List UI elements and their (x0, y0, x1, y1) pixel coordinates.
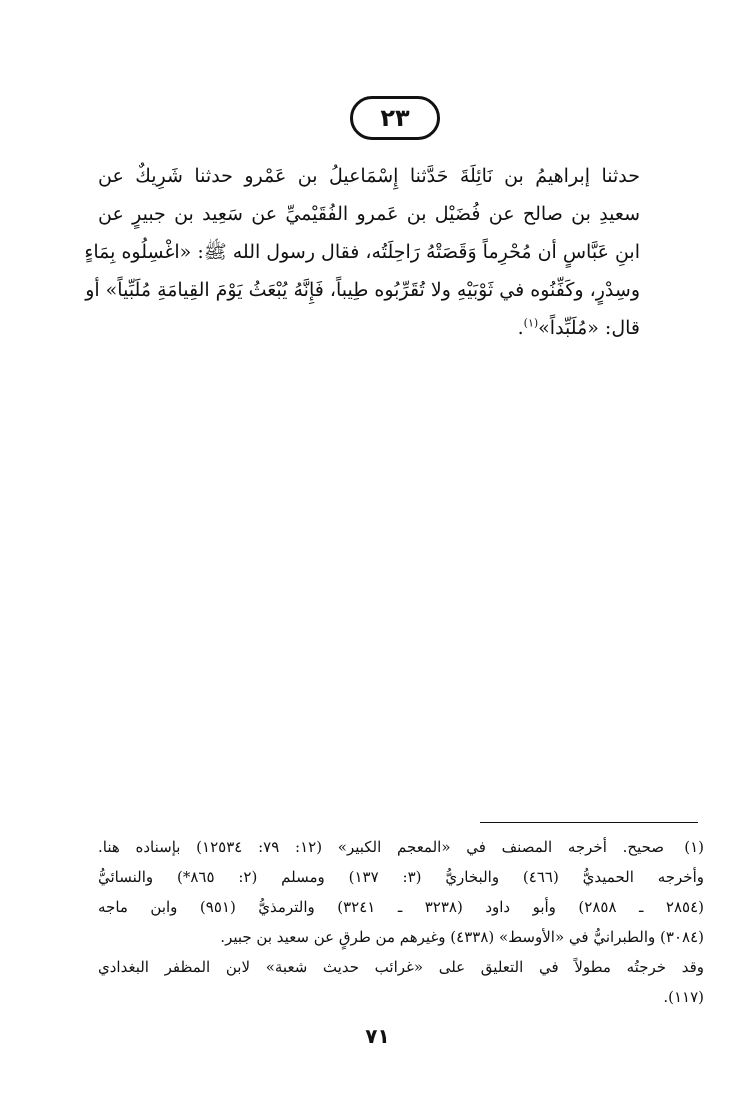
footnote-line: وأخرجه الحميديُّ (٤٦٦) والبخاريُّ (٣: ١٣٧) ومسلم (٢: ٨٦٥*) والنسائيُّ (98, 868, 704, 886)
footnote-item (98, 832, 704, 862)
hadith-text (84, 157, 640, 347)
footnote-line: (١١٧). (663, 988, 704, 1006)
hadith-number-badge (350, 96, 440, 140)
footnote-reference: (١) (523, 316, 539, 330)
hadith-line: ابنِ عَبَّاسٍ أن مُحْرِماً وَقَصَتْهُ رَاحِلَتُه، فقال رسول الله ﷺ: «اغْسِلُوه بِمَاءٍ (84, 241, 640, 263)
footnote-line: (٢٨٥٤ ـ ٢٨٥٨) وأبو داود (٣٢٣٨ ـ ٣٢٤١) والترمذيُّ (٩٥١) وابن ماجه (98, 898, 705, 916)
footnote-text (98, 862, 704, 1012)
hadith-line: وسِدْرٍ، وكَفِّنُوه في ثَوْبَيْهِ ولا تُقَرِّبُوه طِيباً، فَإِنَّهُ يُبْعَثُ يَوْمَ القِيامَةِ مُلَبِّياً» أو (85, 279, 640, 301)
footnote-divider (480, 822, 698, 823)
footnote-text (98, 832, 664, 862)
hadith-number: ٢٣ (380, 104, 410, 132)
hadith-end-punctuation: . (517, 317, 524, 339)
hadith-line: سعيدِ بن صالح عن فُضَيْل بن عَمرو الفُقَيْميِّ عن سَعِيد بن جبيرٍ عن (98, 203, 640, 225)
footnote-line: صحيح. أخرجه المصنف في «المعجم الكبير» (١٢: ٧٩: ١٢٥٣٤) بإسناده هنا. (98, 838, 665, 856)
footnote-line: (٣٠٨٤) والطبرانيُّ في «الأوسط» (٤٣٣٨) وغيرهم من طرقٍ عن سعيد بن جبير. (220, 928, 704, 946)
footnote-continuation (98, 862, 704, 1012)
hadith-line: حدثنا إبراهيمُ بن نَائِلَةَ حَدَّثنا إِسْمَاعيلُ بن عَمْرو حدثنا شَرِيكٌ عن (98, 165, 640, 187)
footnotes (98, 832, 704, 1012)
hadith-last-line (98, 309, 640, 347)
footnote-line: وقد خرجتُه مطولاً في التعليق على «غرائب حديث شعبة» لابن المظفر البغدادي (98, 958, 704, 976)
footnote-marker: (١) (684, 838, 704, 856)
hadith-line-text: قال: «مُلَبِّداً» (538, 317, 640, 339)
page-number: ٧١ (365, 1024, 390, 1048)
